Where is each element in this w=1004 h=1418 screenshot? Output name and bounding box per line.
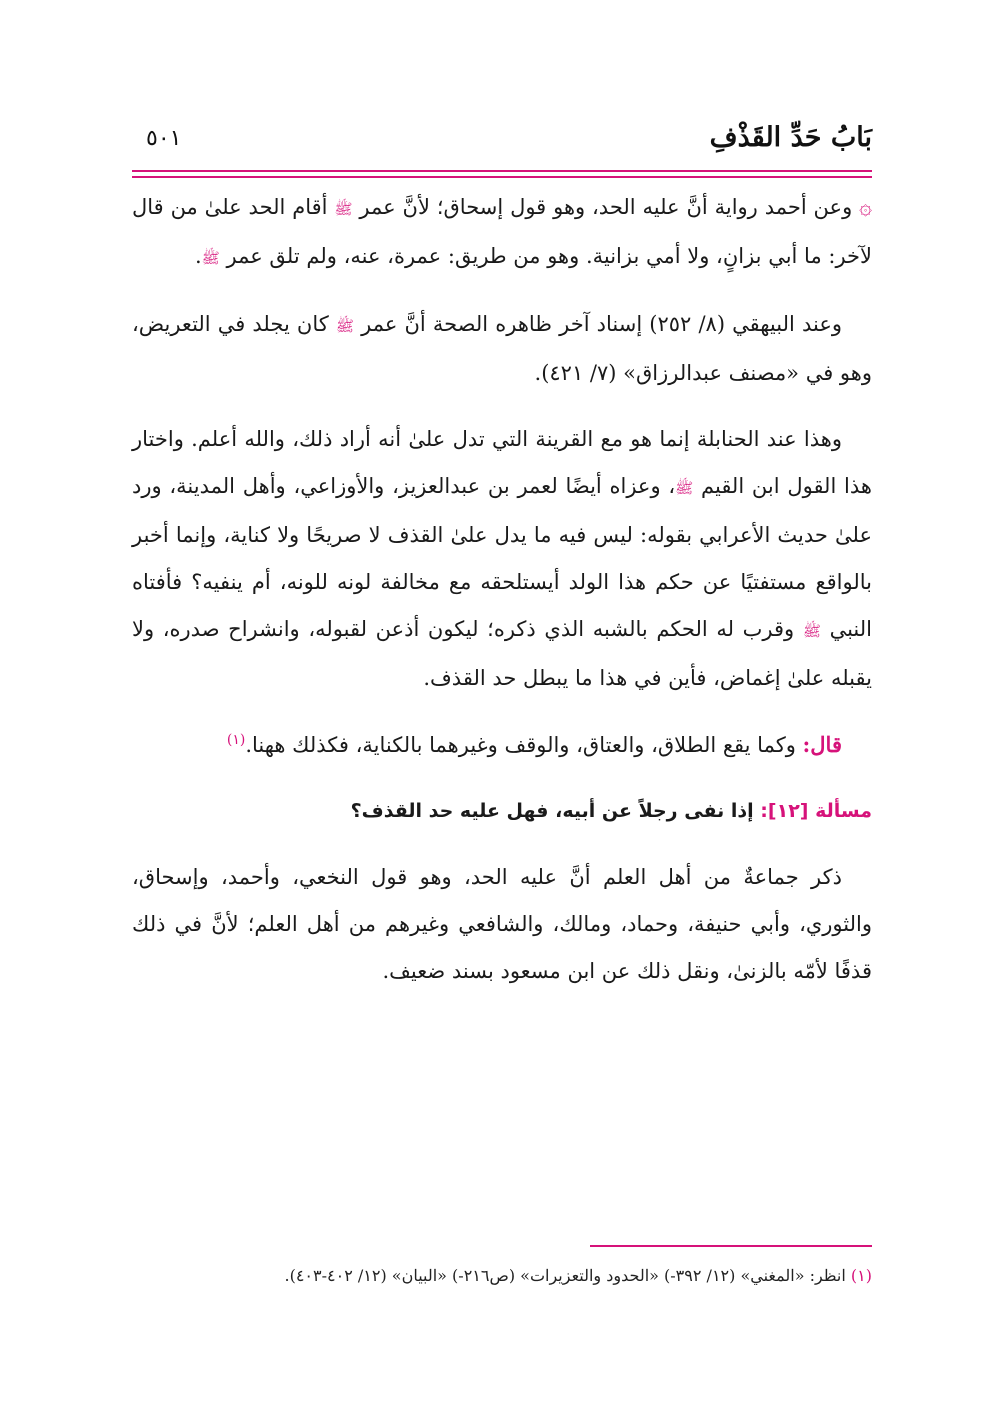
paragraph-gap [132, 769, 872, 788]
paragraph-text: وكما يقع الطلاق، والعتاق، والوقف وغيرهما بالكناية، فكذلك ههنا. [245, 733, 796, 757]
issue-heading [132, 788, 872, 835]
paragraph-2 [132, 301, 872, 397]
paragraph-text: ، وعزاه أيضًا لعمر بن عبدالعزيز، والأوزاعي، وأهل المدينة، ورد علىٰ حديث الأعرابي بقوله: ليس فيه ما يدل علىٰ القذف لا صريحًا ولا كناية، وإنما أخبر بالواقع مستفتيًا عن حكم هذا الولد أيستلحقه مع مخالفة لونه للونه، أم ينفيه؟ فأفتاه النبي [132, 474, 872, 641]
honorific-icon: ﷺ [335, 317, 354, 335]
paragraph-6 [132, 854, 872, 995]
paragraph-gap [132, 282, 872, 301]
page-header [132, 122, 872, 166]
honorific-icon: ﷺ [675, 479, 694, 497]
honorific-icon: ﷺ [334, 200, 353, 218]
paragraph-text: . [194, 244, 202, 268]
header-rule-top [132, 170, 872, 172]
paragraph-gap [132, 397, 872, 416]
honorific-icon: ﷺ [802, 622, 821, 640]
issue-number: [١٢]: [760, 800, 809, 822]
footnote [132, 1262, 872, 1290]
paragraph-gap [132, 835, 872, 854]
paragraph-text: ذكر جماعةٌ من أهل العلم أنَّ عليه الحد، وهو قول النخعي، وأحمد، وإسحاق، والثوري، وأبي حنيفة، وحماد، ومالك، والشافعي وغيرهم من أهل العلم؛ لأنَّ في ذلك قذفًا لأمّه بالزنىٰ، ونقل ذلك عن ابن مسعود بسند ضعيف. [132, 865, 872, 983]
footnote-separator [590, 1245, 872, 1247]
footnote-number: (١) [850, 1266, 872, 1285]
footnote-text: انظر: «المغني» (١٢/ ٣٩٢-) «الحدود والتعزيرات» (ص٢١٦-) «البيان» (١٢/ ٤٠٢-٤٠٣). [284, 1266, 846, 1285]
honorific-icon: ﷺ [201, 249, 220, 267]
paragraph-text: وهذا عند الحنابلة إنما هو مع القرينة التي تدل علىٰ أنه أراد ذلك، والله أعلم. واختار هذا القول ابن القيم [132, 427, 872, 498]
issue-question: إذا نفى رجلاً عن أبيه، فهل عليه حد القذف؟ [350, 800, 754, 822]
footnote-ref[interactable]: (١) [226, 732, 246, 748]
paragraph-1 [132, 184, 872, 282]
paragraph-text: وقرب له الحكم بالشبه الذي ذكره؛ ليكون أذعن لقبوله، وانشراح صدره، ولا يقبله علىٰ إغماض، فأين في هذا ما يبطل حد القذف. [132, 617, 872, 690]
page-body [132, 184, 872, 995]
chapter-title: بَابُ حَدِّ القَذْفِ [709, 122, 872, 153]
header-rule-bottom [132, 176, 872, 178]
paragraph-text: أقام الحد علىٰ من قال لآخر: ما أبي بزانٍ، ولا أمي بزانية. وهو من طريق: عمرة، عنه، ولم تلق عمر [132, 195, 872, 268]
qala-label: قال: [802, 732, 842, 757]
paragraph-gap [132, 702, 872, 721]
flower-bullet-icon: ۞ [859, 195, 872, 220]
paragraph-text: وعند البيهقي (٨/ ٢٥٢) إسناد آخر ظاهره الصحة أنَّ عمر [361, 312, 842, 336]
paragraph-text: كان يجلد في التعريض، وهو في «مصنف عبدالرزاق» (٧/ ٤٢١). [132, 312, 872, 385]
paragraph-text: وعن أحمد رواية أنَّ عليه الحد، وهو قول إسحاق؛ لأنَّ عمر [359, 195, 853, 219]
paragraph-4 [132, 721, 872, 769]
issue-label: مسألة [815, 800, 872, 822]
page-number: ٥٠١ [146, 126, 182, 151]
paragraph-3 [132, 416, 872, 702]
